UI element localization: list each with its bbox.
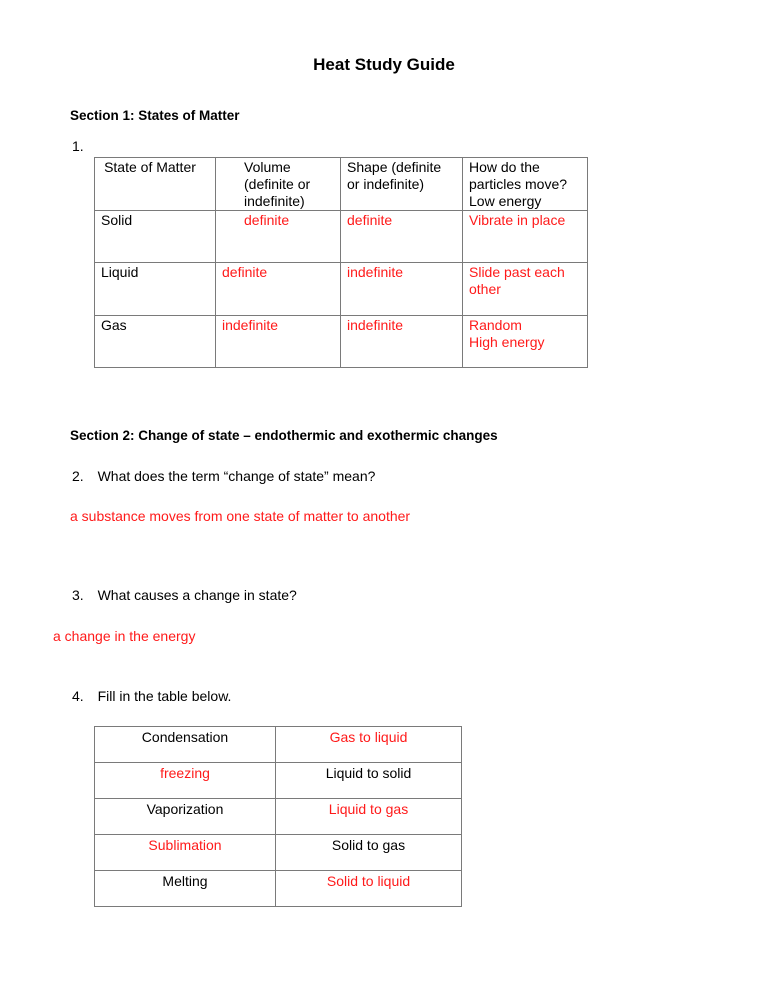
cell-change: Solid to gas — [276, 835, 462, 871]
cell-volume: definite — [216, 211, 341, 263]
table-row — [95, 211, 588, 263]
question-2-number: 2. — [72, 468, 84, 484]
cell-movement: Slide past each other — [463, 263, 588, 316]
cell-process: Vaporization — [95, 799, 276, 835]
header-state-of-matter: State of Matter — [95, 158, 216, 211]
cell-shape: indefinite — [341, 316, 463, 368]
section1-heading: Section 1: States of Matter — [70, 108, 240, 123]
page-title: Heat Study Guide — [313, 55, 455, 74]
question-3-text: What causes a change in state? — [97, 587, 297, 603]
question-4-number: 4. — [72, 688, 84, 704]
cell-volume: definite — [216, 263, 341, 316]
cell-state: Liquid — [95, 263, 216, 316]
cell-change: Gas to liquid — [276, 727, 462, 763]
cell-movement-extra: High energy — [469, 334, 545, 350]
cell-shape: indefinite — [341, 263, 463, 316]
question-1-number: 1. — [72, 138, 84, 154]
table-row — [95, 763, 462, 799]
header-particle-movement — [463, 158, 588, 211]
table-row — [95, 871, 462, 907]
change-of-state-table — [94, 726, 462, 907]
question-2-answer: a substance moves from one state of matter to another — [70, 508, 411, 524]
cell-process: Melting — [95, 871, 276, 907]
cell-volume: indefinite — [216, 316, 341, 368]
header-particle-movement-text: How do the particles move? — [469, 159, 568, 192]
table-row — [95, 263, 588, 316]
table-row — [95, 727, 462, 763]
header-low-energy-note: Low energy — [469, 193, 542, 209]
cell-state: Gas — [95, 316, 216, 368]
cell-change: Solid to liquid — [276, 871, 462, 907]
cell-shape: definite — [341, 211, 463, 263]
cell-process: Condensation — [95, 727, 276, 763]
header-shape: Shape (definite or indefinite) — [341, 158, 463, 211]
question-4 — [72, 688, 231, 704]
cell-change: Liquid to gas — [276, 799, 462, 835]
table-row — [95, 835, 462, 871]
table-row — [95, 316, 588, 368]
question-2-text: What does the term “change of state” mean? — [97, 468, 376, 484]
header-volume: Volume (definite or indefinite) — [216, 158, 341, 211]
cell-movement: Vibrate in place — [463, 211, 588, 263]
states-of-matter-table — [94, 157, 588, 368]
cell-process: Sublimation — [95, 835, 276, 871]
question-3 — [72, 587, 297, 603]
question-4-text: Fill in the table below. — [97, 688, 232, 704]
question-3-number: 3. — [72, 587, 84, 603]
cell-movement — [463, 316, 588, 368]
question-3-answer: a change in the energy — [53, 628, 196, 644]
table-header-row — [95, 158, 588, 211]
cell-process: freezing — [95, 763, 276, 799]
cell-state: Solid — [95, 211, 216, 263]
cell-movement-text: Random — [469, 317, 522, 333]
table-row — [95, 799, 462, 835]
question-2 — [72, 468, 375, 484]
cell-change: Liquid to solid — [276, 763, 462, 799]
section2-heading: Section 2: Change of state – endothermic and exothermic changes — [70, 428, 498, 443]
